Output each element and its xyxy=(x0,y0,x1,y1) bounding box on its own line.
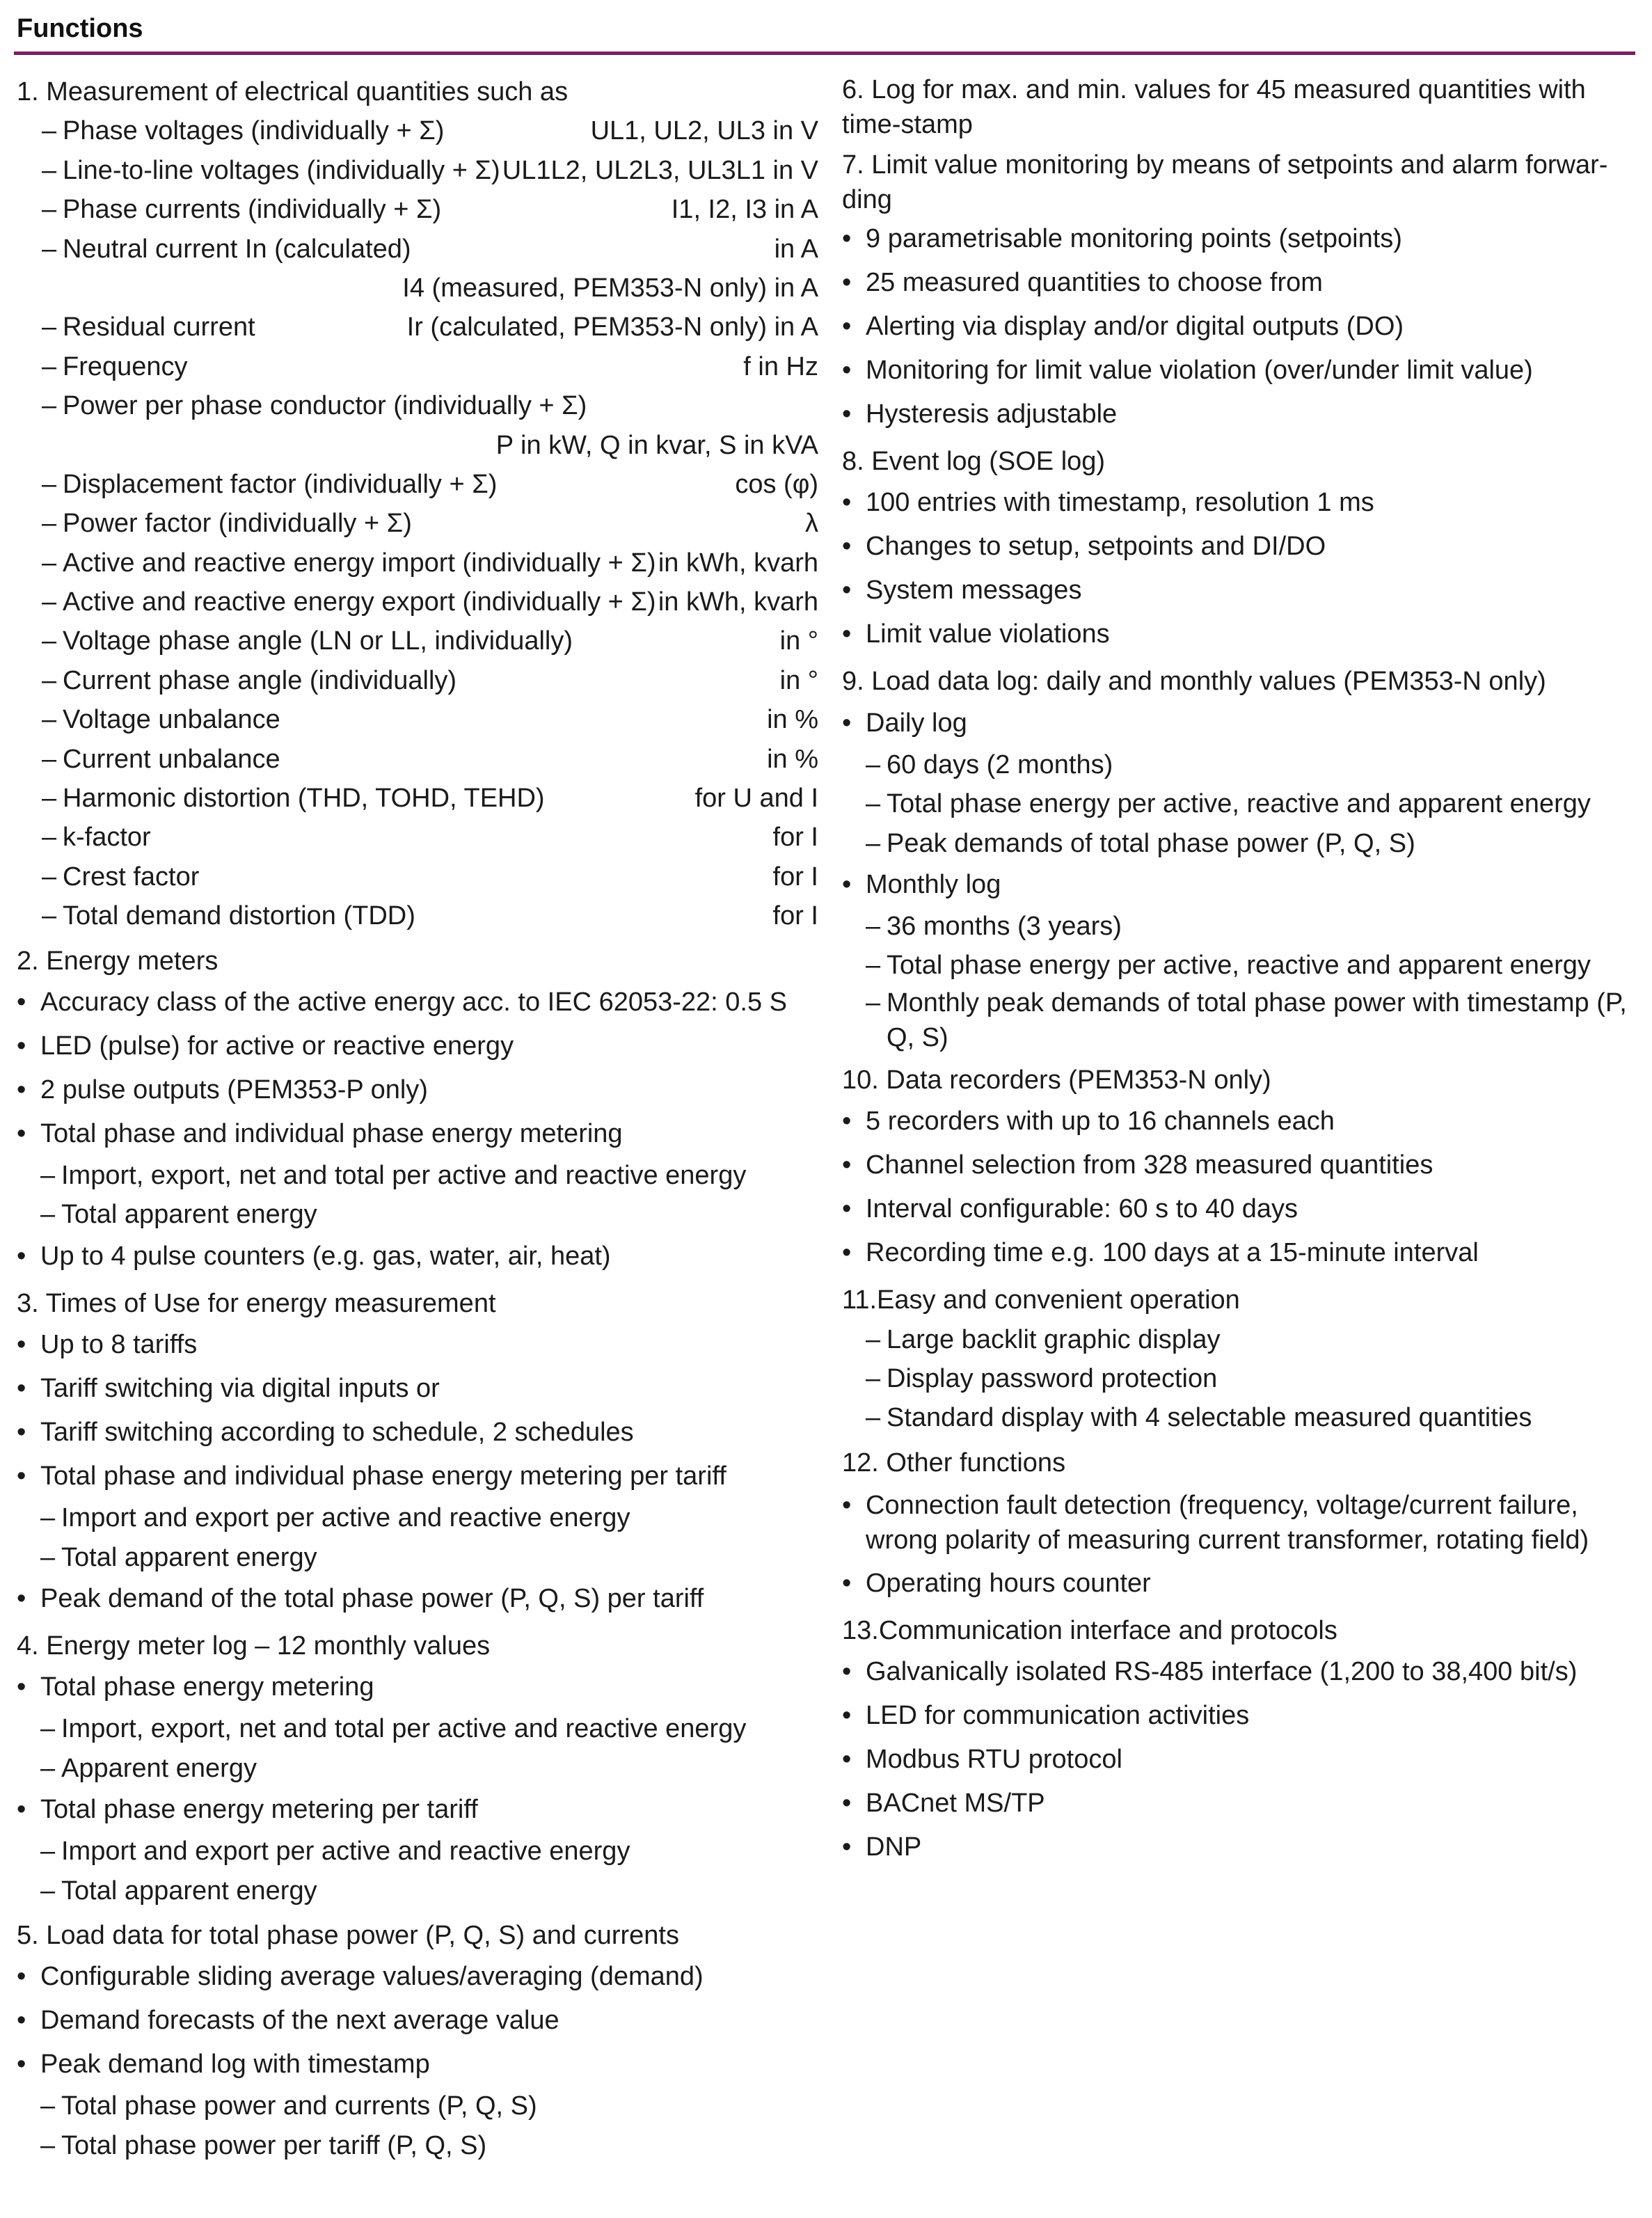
section-heading xyxy=(842,1061,1635,1100)
bullet-marker: • xyxy=(842,356,852,385)
sub-item-text: Total apparent energy xyxy=(61,1876,317,1906)
quantity-unit: UL1, UL2, UL3 in V xyxy=(590,116,818,146)
dash-marker: – xyxy=(40,1503,56,1533)
sub-item xyxy=(17,2126,818,2165)
bullet-text: Monitoring for limit value violation (over/under limit value) xyxy=(866,356,1533,385)
sub-item-text: Total phase power and currents (P, Q, S) xyxy=(61,2091,537,2121)
bullet-item xyxy=(17,1455,818,1498)
sub-item xyxy=(842,1398,1635,1437)
left-column xyxy=(17,72,818,2165)
quantity-label: Harmonic distortion (THD, TOHD, TEHD) xyxy=(63,784,545,814)
bullet-marker: • xyxy=(842,1789,852,1819)
section-heading-text: 5. Load data for total phase power (P, Q, S) and currents xyxy=(17,1920,679,1950)
bullet-marker: • xyxy=(17,1374,26,1404)
quantity-unit: P in kW, Q in kvar, S in kVA xyxy=(495,430,818,460)
quantity-label: Phase currents (individually + Σ) xyxy=(63,195,442,225)
quantity-unit: in ° xyxy=(779,626,818,656)
dash-marker: – xyxy=(42,509,57,539)
quantity-row xyxy=(17,504,818,543)
dash-marker: – xyxy=(866,911,881,941)
section-heading xyxy=(842,1611,1635,1650)
quantity-unit: in A xyxy=(774,234,818,264)
dash-marker: – xyxy=(42,823,57,853)
section-heading-text: 9. Load data log: daily and monthly values (PEM353-N only) xyxy=(842,667,1546,697)
bullet-item xyxy=(842,702,1635,745)
bullet-item xyxy=(17,1367,818,1411)
quantity-unit: UL1L2, UL2L3, UL3L1 in V xyxy=(502,155,818,185)
quantity-unit: λ xyxy=(805,509,818,539)
quantity-label: Phase voltages (individually + Σ) xyxy=(63,116,445,146)
bullet-item xyxy=(842,393,1635,436)
bullet-item xyxy=(842,1143,1635,1187)
bullet-item xyxy=(17,1235,818,1278)
bullet-text: Peak demand of the total phase power (P, Q, S) per tariff xyxy=(40,1583,704,1613)
bullet-item xyxy=(17,981,818,1024)
quantity-label: Current phase angle (individually) xyxy=(63,665,457,695)
bullet-marker: • xyxy=(842,708,852,738)
sub-item xyxy=(842,745,1635,784)
bullet-text: Daily log xyxy=(866,708,967,738)
section-heading-text: 1. Measurement of electrical quantities such as xyxy=(17,77,569,106)
sub-item-text: Large backlit graphic display xyxy=(887,1324,1221,1354)
dash-marker: – xyxy=(42,195,57,225)
section-heading xyxy=(842,1443,1635,1482)
bullet-item xyxy=(842,261,1635,305)
dash-marker: – xyxy=(866,750,881,779)
dash-marker: – xyxy=(40,2130,56,2160)
bullet-text: 2 pulse outputs (PEM353-P only) xyxy=(40,1075,428,1104)
bullet-marker: • xyxy=(842,869,852,899)
sub-item-text: Standard display with 4 selectable measured quantities xyxy=(887,1403,1532,1433)
bullet-marker: • xyxy=(842,312,852,341)
quantity-row xyxy=(17,386,818,425)
bullet-item xyxy=(842,863,1635,907)
bullet-marker: • xyxy=(842,1491,852,1521)
section-heading-text: 10. Data recorders (PEM353-N only) xyxy=(842,1065,1271,1095)
bullet-text: Galvanically isolated RS-485 interface (1,200 to 38,400 bit/s) xyxy=(866,1657,1578,1687)
dash-marker: – xyxy=(42,744,57,774)
dash-marker: – xyxy=(866,1403,881,1433)
bullet-marker: • xyxy=(17,1461,26,1491)
dash-marker: – xyxy=(42,548,57,578)
quantity-label: Current unbalance xyxy=(63,744,280,774)
sub-item xyxy=(17,1871,818,1910)
bullet-text: 9 parametrisable monitoring points (setpoints) xyxy=(866,224,1402,253)
bullet-text: Operating hours counter xyxy=(866,1569,1151,1599)
bullet-text: Interval configurable: 60 s to 40 days xyxy=(866,1194,1298,1224)
bullet-item xyxy=(842,481,1635,525)
bullet-marker: • xyxy=(17,1118,26,1148)
bullet-marker: • xyxy=(17,1031,26,1061)
quantity-unit: in % xyxy=(767,705,818,735)
dash-marker: – xyxy=(40,1876,56,1906)
quantity-unit: for U and I xyxy=(694,784,818,814)
dash-marker: – xyxy=(42,155,57,185)
bullet-marker: • xyxy=(17,1075,26,1104)
sub-item xyxy=(842,907,1635,946)
section-heading-text: 7. Limit value monitoring by means of setpoints and alarm forwar-ding xyxy=(842,150,1608,214)
quantity-label: Power per phase conductor (individually + Σ) xyxy=(63,391,587,421)
sub-item xyxy=(842,946,1635,985)
bullet-marker: • xyxy=(842,224,852,253)
bullet-item xyxy=(842,1562,1635,1606)
sub-item-text: Peak demands of total phase power (P, Q, S) xyxy=(887,828,1415,858)
quantity-label: Frequency xyxy=(63,351,188,381)
bullet-text: Configurable sliding average values/averaging (demand) xyxy=(40,1962,704,1992)
bullet-text: Peak demand log with timestamp xyxy=(40,2050,430,2080)
dash-marker: – xyxy=(40,1753,56,1783)
bullet-marker: • xyxy=(842,268,852,297)
quantity-unit: f in Hz xyxy=(743,351,818,381)
dash-marker: – xyxy=(42,469,57,499)
bullet-marker: • xyxy=(842,532,852,562)
bullet-text: BACnet MS/TP xyxy=(866,1789,1045,1819)
bullet-marker: • xyxy=(842,576,852,605)
quantity-row xyxy=(17,230,818,269)
quantity-row xyxy=(17,544,818,583)
bullet-item xyxy=(842,612,1635,656)
bullet-marker: • xyxy=(17,1795,26,1825)
quantity-row xyxy=(17,583,818,621)
quantity-label: Active and reactive energy import (individually + Σ) xyxy=(63,548,656,578)
sub-item-text: 36 months (3 years) xyxy=(887,911,1122,941)
bullet-text: Modbus RTU protocol xyxy=(866,1745,1122,1775)
bullet-marker: • xyxy=(842,1701,852,1731)
section-heading xyxy=(17,942,818,981)
title-rule xyxy=(14,52,1635,55)
bullet-marker: • xyxy=(17,1418,26,1448)
sub-item-text: Display password protection xyxy=(887,1363,1218,1393)
section-heading-text: 4. Energy meter log – 12 monthly values xyxy=(17,1631,491,1661)
bullet-text: Total phase energy metering per tariff xyxy=(40,1795,478,1825)
section-heading xyxy=(17,1284,818,1323)
dash-marker: – xyxy=(42,784,57,814)
bullet-item xyxy=(842,1187,1635,1231)
quantity-unit: Ir (calculated, PEM353-N only) in A xyxy=(406,312,818,342)
bullet-text: Tariff switching via digital inputs or xyxy=(40,1374,440,1404)
bullet-marker: • xyxy=(17,1962,26,1992)
bullet-item xyxy=(17,1068,818,1112)
right-column xyxy=(842,72,1635,1869)
bullet-marker: • xyxy=(842,1150,852,1180)
sub-item-text: Import, export, net and total per active and reactive energy xyxy=(61,1160,747,1190)
quantity-row xyxy=(17,190,818,229)
bullet-marker: • xyxy=(842,1832,852,1862)
quantity-label: Neutral current In (calculated) xyxy=(63,234,411,264)
dash-marker: – xyxy=(40,1714,56,1744)
quantity-unit: for I xyxy=(772,901,818,931)
quantity-unit: in kWh, kvarh xyxy=(658,587,818,617)
dash-marker: – xyxy=(42,901,57,931)
dash-marker: – xyxy=(42,116,57,146)
dash-marker: – xyxy=(42,862,57,892)
bullet-text: Up to 4 pulse counters (e.g. gas, water, air, heat) xyxy=(40,1241,611,1271)
section-heading xyxy=(17,1626,818,1665)
dash-marker: – xyxy=(866,789,881,819)
bullet-text: System messages xyxy=(866,576,1082,605)
bullet-item xyxy=(842,525,1635,569)
dash-marker: – xyxy=(42,312,57,342)
bullet-item xyxy=(17,1665,818,1709)
sub-item xyxy=(842,1320,1635,1359)
bullet-text: Monthly log xyxy=(866,869,1001,899)
bullet-marker: • xyxy=(842,1194,852,1224)
quantity-unit-row xyxy=(17,269,818,308)
bullet-text: Limit value violations xyxy=(866,619,1110,649)
bullet-text: 5 recorders with up to 16 channels each xyxy=(866,1107,1335,1136)
quantity-label: Displacement factor (individually + Σ) xyxy=(63,469,498,499)
quantity-row xyxy=(17,818,818,857)
dash-marker: – xyxy=(40,1160,56,1190)
bullet-item xyxy=(17,1024,818,1068)
quantity-row xyxy=(17,857,818,896)
sub-item xyxy=(17,1749,818,1788)
bullet-text: Changes to setup, setpoints and DI/DO xyxy=(866,532,1326,562)
dash-marker: – xyxy=(40,1200,56,1230)
sub-item xyxy=(17,2086,818,2125)
quantity-row xyxy=(17,151,818,190)
quantity-unit: for I xyxy=(772,823,818,853)
sub-item-text: Import and export per active and reactive energy xyxy=(61,1503,630,1533)
bullet-marker: • xyxy=(842,1107,852,1136)
bullet-item xyxy=(842,217,1635,261)
bullet-item xyxy=(842,349,1635,393)
section-heading xyxy=(842,1281,1635,1320)
bullet-marker: • xyxy=(842,488,852,518)
bullet-text: DNP xyxy=(866,1832,922,1862)
section-heading-text: 12. Other functions xyxy=(842,1448,1066,1478)
sub-item xyxy=(842,824,1635,863)
section-heading-text: 13.Communication interface and protocols xyxy=(842,1616,1337,1646)
quantity-unit-row xyxy=(17,426,818,465)
bullet-text: 25 measured quantities to choose from xyxy=(866,268,1323,297)
quantity-label: Power factor (individually + Σ) xyxy=(63,509,412,539)
bullet-marker: • xyxy=(17,1330,26,1360)
bullet-marker: • xyxy=(17,2006,26,2036)
sub-item-text: Import, export, net and total per active and reactive energy xyxy=(61,1714,747,1744)
bullet-text: Channel selection from 328 measured quantities xyxy=(866,1150,1433,1180)
quantity-unit: in kWh, kvarh xyxy=(658,548,818,578)
quantity-unit: in ° xyxy=(779,665,818,695)
sub-item xyxy=(17,1709,818,1748)
section-heading-text: 3. Times of Use for energy measurement xyxy=(17,1288,496,1318)
dash-marker: – xyxy=(42,626,57,656)
bullet-marker: • xyxy=(842,399,852,429)
bullet-item xyxy=(17,1112,818,1156)
quantity-row xyxy=(17,661,818,700)
sub-item-text: 60 days (2 months) xyxy=(887,750,1113,779)
quantity-row xyxy=(17,111,818,150)
bullet-item xyxy=(17,1323,818,1367)
bullet-text: LED for communication activities xyxy=(866,1701,1250,1731)
bullet-item xyxy=(842,1738,1635,1782)
dash-marker: – xyxy=(42,234,57,264)
bullet-item xyxy=(17,2043,818,2086)
quantity-unit: I4 (measured, PEM353-N only) in A xyxy=(402,273,818,303)
sub-item-text: Monthly peak demands of total phase power with timestamp (P, Q, S) xyxy=(887,988,1627,1052)
quantity-row xyxy=(17,347,818,386)
section-heading-text: 11.Easy and convenient operation xyxy=(842,1285,1240,1315)
section-heading-text: 8. Event log (SOE log) xyxy=(842,447,1106,476)
dash-marker: – xyxy=(42,705,57,735)
quantity-label: Voltage unbalance xyxy=(63,705,280,735)
bullet-marker: • xyxy=(17,1672,26,1702)
dash-marker: – xyxy=(42,351,57,381)
sub-item xyxy=(842,985,1635,1055)
sub-item xyxy=(17,1538,818,1577)
bullet-item xyxy=(842,1488,1635,1558)
bullet-item xyxy=(17,1955,818,1999)
bullet-text: Accuracy class of the active energy acc. to IEC 62053-22: 0.5 S xyxy=(40,987,787,1017)
bullet-text: LED (pulse) for active or reactive energy xyxy=(40,1031,514,1061)
sub-item xyxy=(842,784,1635,823)
quantity-unit: I1, I2, I3 in A xyxy=(671,195,818,225)
quantity-unit: cos (φ) xyxy=(735,469,818,499)
bullet-item xyxy=(17,1577,818,1621)
bullet-text: Total phase and individual phase energy metering xyxy=(40,1118,623,1148)
bullet-marker: • xyxy=(842,619,852,649)
dash-marker: – xyxy=(42,587,57,617)
sub-item-text: Import and export per active and reactive energy xyxy=(61,1837,630,1867)
sub-item-text: Total phase power per tariff (P, Q, S) xyxy=(61,2130,487,2160)
dash-marker: – xyxy=(42,665,57,695)
quantity-label: Line-to-line voltages (individually + Σ) xyxy=(63,155,500,185)
sub-item xyxy=(17,1195,818,1234)
dash-marker: – xyxy=(866,951,881,981)
sub-item xyxy=(17,1498,818,1537)
section-heading xyxy=(842,442,1635,481)
dash-marker: – xyxy=(866,1324,881,1354)
quantity-row xyxy=(17,740,818,779)
dash-marker: – xyxy=(40,2091,56,2121)
bullet-item xyxy=(842,305,1635,349)
bullet-text: Total phase energy metering xyxy=(40,1672,374,1702)
bullet-text: Demand forecasts of the next average value xyxy=(40,2006,559,2036)
section-heading-text: 2. Energy meters xyxy=(17,946,219,976)
dash-marker: – xyxy=(42,391,57,421)
quantity-row xyxy=(17,896,818,935)
quantity-row xyxy=(17,465,818,504)
dash-marker: – xyxy=(866,828,881,858)
quantity-unit: for I xyxy=(772,862,818,892)
bullet-marker: • xyxy=(842,1238,852,1268)
quantity-row xyxy=(17,779,818,818)
section-heading-text: 6. Log for max. and min. values for 45 measured quantities with time-stamp xyxy=(842,75,1586,139)
bullet-text: Total phase and individual phase energy metering per tariff xyxy=(40,1461,726,1491)
bullet-marker: • xyxy=(17,2050,26,2080)
sub-item-text: Apparent energy xyxy=(61,1753,257,1783)
sub-item-text: Total phase energy per active, reactive and apparent energy xyxy=(887,789,1591,819)
quantity-label: Residual current xyxy=(63,312,255,342)
bullet-text: 100 entries with timestamp, resolution 1 ms xyxy=(866,488,1374,518)
section-heading xyxy=(842,662,1635,701)
bullet-marker: • xyxy=(17,1241,26,1271)
section-heading xyxy=(17,1916,818,1955)
bullet-text: Connection fault detection (frequency, voltage/current failure, wrong polarity of measuring current transformer, rotating field) xyxy=(866,1491,1589,1555)
bullet-item xyxy=(842,1825,1635,1869)
bullet-text: Up to 8 tariffs xyxy=(40,1330,198,1360)
bullet-item xyxy=(17,1999,818,2043)
bullet-text: Alerting via display and/or digital outputs (DO) xyxy=(866,312,1404,341)
dash-marker: – xyxy=(40,1542,56,1572)
quantity-row xyxy=(17,308,818,347)
section-heading xyxy=(842,72,1635,142)
bullet-item xyxy=(842,1694,1635,1738)
sub-item xyxy=(17,1156,818,1195)
sub-item-text: Total phase energy per active, reactive and apparent energy xyxy=(887,951,1591,981)
bullet-text: Tariff switching according to schedule, 2 schedules xyxy=(40,1418,634,1448)
sub-item xyxy=(17,1832,818,1871)
bullet-item xyxy=(842,569,1635,612)
sub-item xyxy=(842,1359,1635,1398)
bullet-text: Recording time e.g. 100 days at a 15-minute interval xyxy=(866,1238,1479,1268)
section-heading xyxy=(842,148,1635,217)
bullet-marker: • xyxy=(842,1569,852,1599)
bullet-item xyxy=(17,1411,818,1455)
quantity-unit: in % xyxy=(767,744,818,774)
quantity-label: k-factor xyxy=(63,823,151,853)
quantity-label: Voltage phase angle (LN or LL, individually) xyxy=(63,626,573,656)
bullet-item xyxy=(17,1788,818,1832)
bullet-marker: • xyxy=(842,1657,852,1687)
bullet-marker: • xyxy=(842,1745,852,1775)
bullet-marker: • xyxy=(17,1583,26,1613)
quantity-label: Active and reactive energy export (individually + Σ) xyxy=(63,587,656,617)
bullet-item xyxy=(842,1650,1635,1694)
dash-marker: – xyxy=(866,988,881,1017)
bullet-item xyxy=(842,1100,1635,1143)
bullet-marker: • xyxy=(17,987,26,1017)
dash-marker: – xyxy=(866,1363,881,1393)
sub-item-text: Total apparent energy xyxy=(61,1542,317,1572)
quantity-row xyxy=(17,621,818,660)
bullet-text: Hysteresis adjustable xyxy=(866,399,1118,429)
bullet-item xyxy=(842,1231,1635,1275)
quantity-row xyxy=(17,700,818,739)
sub-item-text: Total apparent energy xyxy=(61,1200,317,1230)
quantity-label: Total demand distortion (TDD) xyxy=(63,901,415,931)
page-title: Functions xyxy=(17,14,143,43)
section-heading xyxy=(17,72,818,111)
dash-marker: – xyxy=(40,1837,56,1867)
bullet-item xyxy=(842,1782,1635,1825)
quantity-label: Crest factor xyxy=(63,862,200,892)
